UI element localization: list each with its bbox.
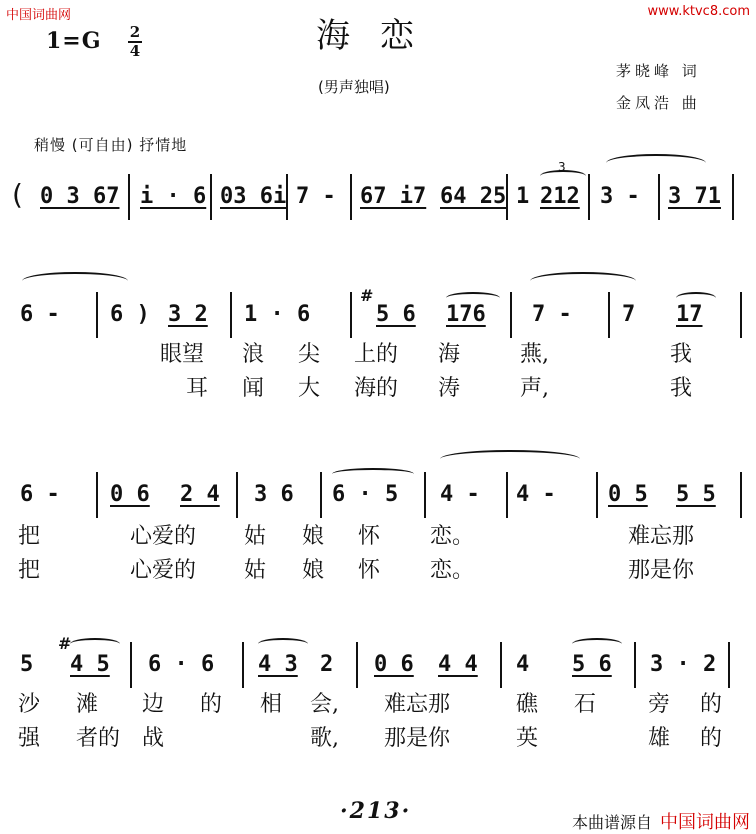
lyric: 娘: [302, 558, 325, 583]
measure: 17: [676, 302, 703, 327]
triplet-mark: 3: [558, 160, 566, 174]
lyric: 战: [142, 726, 165, 751]
measure: 0 5: [608, 482, 648, 507]
measure: 5 5: [676, 482, 716, 507]
lyrics-row-2-verse-2: [10, 374, 746, 404]
lyric: 歌,: [310, 726, 339, 751]
lyric: 滩: [76, 692, 99, 717]
measure: 7 -: [532, 302, 572, 327]
measure: 6 -: [20, 302, 60, 327]
lyric: 声,: [520, 376, 549, 401]
measure: 5 6: [376, 302, 416, 327]
lyric: 强: [18, 726, 41, 751]
measure: 64 25: [440, 184, 507, 209]
measure: 7: [622, 302, 636, 327]
measure: 67 i7: [360, 184, 427, 209]
page-number: ·213·: [340, 798, 412, 824]
tempo-marking: 稍慢 (可自由) 抒情地: [34, 136, 188, 154]
measure: 6 ): [110, 302, 150, 327]
measure: 0 3 67: [40, 184, 120, 209]
measure: 3 -: [600, 184, 640, 209]
lyric: 燕,: [520, 342, 549, 367]
measure: 5: [20, 652, 34, 677]
lyric: 怀: [358, 524, 381, 549]
lyric: 雄: [648, 726, 671, 751]
sharp-sign: #: [58, 634, 72, 653]
lyric: 的: [700, 692, 723, 717]
lyric: 大: [298, 376, 321, 401]
lyric: 那是你: [384, 726, 451, 751]
lyric: 眼望: [160, 342, 205, 367]
measure: 6 · 6: [148, 652, 215, 677]
lyric: 英: [516, 726, 539, 751]
measure: 3 2: [168, 302, 208, 327]
lyric: 海的: [354, 376, 399, 401]
lyric: 把: [18, 524, 41, 549]
lyric: 涛: [438, 376, 461, 401]
lyric: 心爱的: [130, 524, 197, 549]
lyric: 姑: [244, 524, 267, 549]
measure: 4 -: [516, 482, 556, 507]
lyrics-row-2-verse-1: [10, 340, 746, 370]
measure: 5 6: [572, 652, 612, 677]
lyric: 石: [574, 692, 597, 717]
score-row-4: [10, 634, 746, 688]
lyricist-credit: 茅晓峰 词: [616, 62, 701, 80]
score-row-2: [10, 286, 746, 338]
lyrics-row-3-verse-1: [10, 522, 746, 552]
song-title: 海恋: [316, 16, 444, 56]
measure: 4 -: [440, 482, 480, 507]
lyric: 旁: [648, 692, 671, 717]
site-watermark-top-left: 中国词曲网: [6, 8, 72, 23]
site-watermark-top-right: www.ktvc8.com: [647, 4, 750, 19]
lyric: 海: [438, 342, 461, 367]
lyrics-row-3-verse-2: [10, 556, 746, 586]
sharp-sign: #: [360, 286, 374, 305]
measure: 7 -: [296, 184, 336, 209]
lyric: 相: [260, 692, 283, 717]
measure: 3 6: [254, 482, 294, 507]
composer-credit: 金凤浩 曲: [616, 94, 701, 112]
lyric: 的: [700, 726, 723, 751]
lyric: 娘: [302, 524, 325, 549]
lyric: 把: [18, 558, 41, 583]
lyric: 心爱的: [130, 558, 197, 583]
lyric: 恋。: [430, 524, 475, 549]
source-credit: [572, 808, 750, 834]
lyric: 上的: [354, 342, 399, 367]
lyric: 礁: [516, 692, 539, 717]
lyric: 恋。: [430, 558, 475, 583]
measure: 0 6: [110, 482, 150, 507]
lyric: 姑: [244, 558, 267, 583]
measure: 176: [446, 302, 486, 327]
lyrics-row-4-verse-1: [10, 690, 746, 720]
lyric: 会,: [310, 692, 339, 717]
measure: 1: [516, 184, 530, 209]
measure: 4: [516, 652, 530, 677]
time-signature: [128, 25, 142, 59]
lyric: 难忘那: [384, 692, 451, 717]
measure: 3 71: [668, 184, 721, 209]
measure: 4 5: [70, 652, 110, 677]
measure: 2: [320, 652, 334, 677]
lyric: 怀: [358, 558, 381, 583]
lyric: 者的: [76, 726, 121, 751]
time-signature-bottom: 4: [129, 42, 141, 60]
lyric: 尖: [298, 342, 321, 367]
lyric: 闻: [242, 376, 265, 401]
measure: 0 6: [374, 652, 414, 677]
measure: 6 · 5: [332, 482, 399, 507]
lyric: 耳: [186, 376, 209, 401]
song-subtitle: (男声独唱): [318, 78, 390, 96]
lyric: 沙: [18, 692, 41, 717]
lyric: 我: [670, 342, 693, 367]
score-row-1: [10, 160, 746, 220]
lyric: 难忘那: [628, 524, 695, 549]
score-row-3: [10, 472, 746, 518]
opening-paren: (: [12, 178, 23, 211]
source-label: 本曲谱源自: [571, 813, 652, 832]
measure: 03 6i: [220, 184, 287, 209]
lyric: 我: [670, 376, 693, 401]
lyric: 那是你: [628, 558, 695, 583]
measure: 6 -: [20, 482, 60, 507]
measure: 1 · 6: [244, 302, 311, 327]
measure: 2 4: [180, 482, 220, 507]
lyric: 的: [200, 692, 223, 717]
measure: 4 3: [258, 652, 298, 677]
key-signature: 1=G: [46, 28, 102, 54]
lyrics-row-4-verse-2: [10, 724, 746, 754]
time-signature-top: 2: [129, 23, 141, 41]
lyric: 浪: [242, 342, 265, 367]
measure: 4 4: [438, 652, 478, 677]
lyric: 边: [142, 692, 165, 717]
measure: 3 · 2: [650, 652, 717, 677]
measure: 212: [540, 184, 580, 209]
measure: i · 6: [140, 184, 207, 209]
source-site-link[interactable]: 中国词曲网: [660, 812, 750, 833]
